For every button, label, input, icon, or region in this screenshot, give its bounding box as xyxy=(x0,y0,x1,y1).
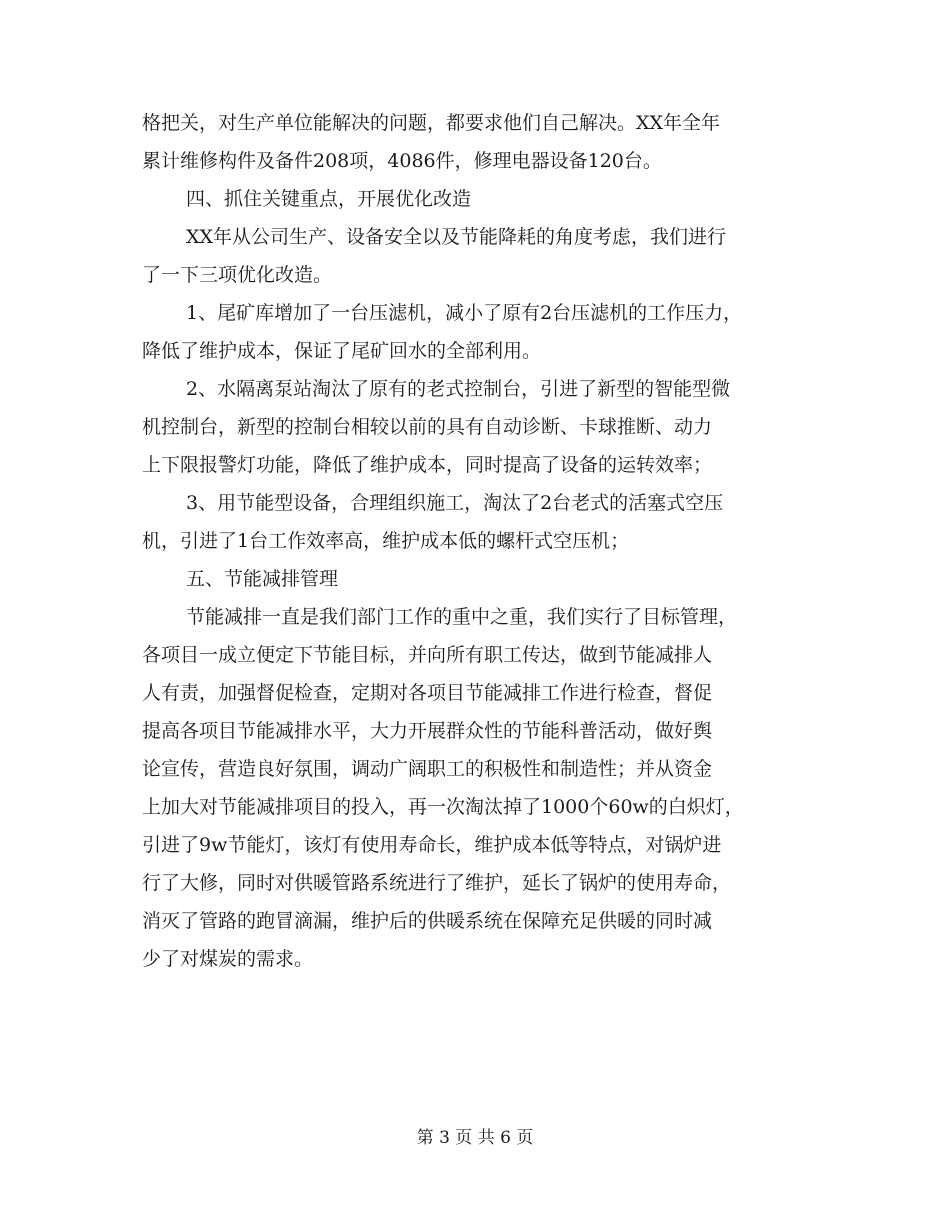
section-heading: 五、节能减排管理 xyxy=(186,568,339,590)
body-line: 论宣传，营造良好氛围，调动广阔职工的积极性和制造性；并从资金 xyxy=(142,758,713,780)
body-line: 1、尾矿库增加了一台压滤机，减小了原有2台压滤机的工作压力， xyxy=(186,302,743,324)
body-line: 人有责，加强督促检查，定期对各项目节能减排工作进行检查，督促 xyxy=(142,682,713,704)
body-line: 消灭了管路的跑冒滴漏，维护后的供暖系统在保障充足供暖的同时减 xyxy=(142,910,713,932)
page-number-footer: 第 3 页 共 6 页 xyxy=(416,1128,534,1148)
body-line: XX年从公司生产、设备安全以及节能降耗的角度考虑，我们进行 xyxy=(186,226,727,248)
body-line: 节能减排一直是我们部门工作的重中之重，我们实行了目标管理， xyxy=(186,606,738,628)
body-line: 2、水隔离泵站淘汰了原有的老式控制台，引进了新型的智能型微 xyxy=(186,378,731,400)
body-line: 累计维修构件及备件208项，4086件，修理电器设备120台。 xyxy=(142,150,662,172)
body-line: 格把关，对生产单位能解决的问题，都要求他们自己解决。XX年全年 xyxy=(142,112,721,134)
body-line: 各项目一成立便定下节能目标，并向所有职工传达，做到节能减排人 xyxy=(142,644,713,666)
body-line: 3、用节能型设备，合理组织施工，淘汰了2台老式的活塞式空压 xyxy=(186,492,724,514)
body-line: 行了大修，同时对供暖管路系统进行了维护，延长了锅炉的使用寿命， xyxy=(142,872,732,894)
body-line: 提高各项目节能减排水平，大力开展群众性的节能科普活动，做好舆 xyxy=(142,720,713,742)
body-line: 降低了维护成本，保证了尾矿回水的全部利用。 xyxy=(142,340,542,362)
section-heading: 四、抓住关键重点，开展优化改造 xyxy=(186,188,472,210)
body-line: 机控制台，新型的控制台相较以前的具有自动诊断、卡球推断、动力 xyxy=(142,416,713,438)
body-line: 了一下三项优化改造。 xyxy=(142,264,333,286)
body-line: 上下限报警灯功能，降低了维护成本，同时提高了设备的运转效率； xyxy=(142,454,713,476)
body-line: 机，引进了1台工作效率高，维护成本低的螺杆式空压机； xyxy=(142,530,630,552)
body-line: 引进了9w节能灯，该灯有使用寿命长，维护成本低等特点，对锅炉进 xyxy=(142,834,722,856)
body-line: 上加大对节能减排项目的投入，再一次淘汰掉了1000个60w的白炽灯， xyxy=(142,796,744,818)
document-body xyxy=(142,104,818,978)
body-line: 少了对煤炭的需求。 xyxy=(142,948,314,970)
